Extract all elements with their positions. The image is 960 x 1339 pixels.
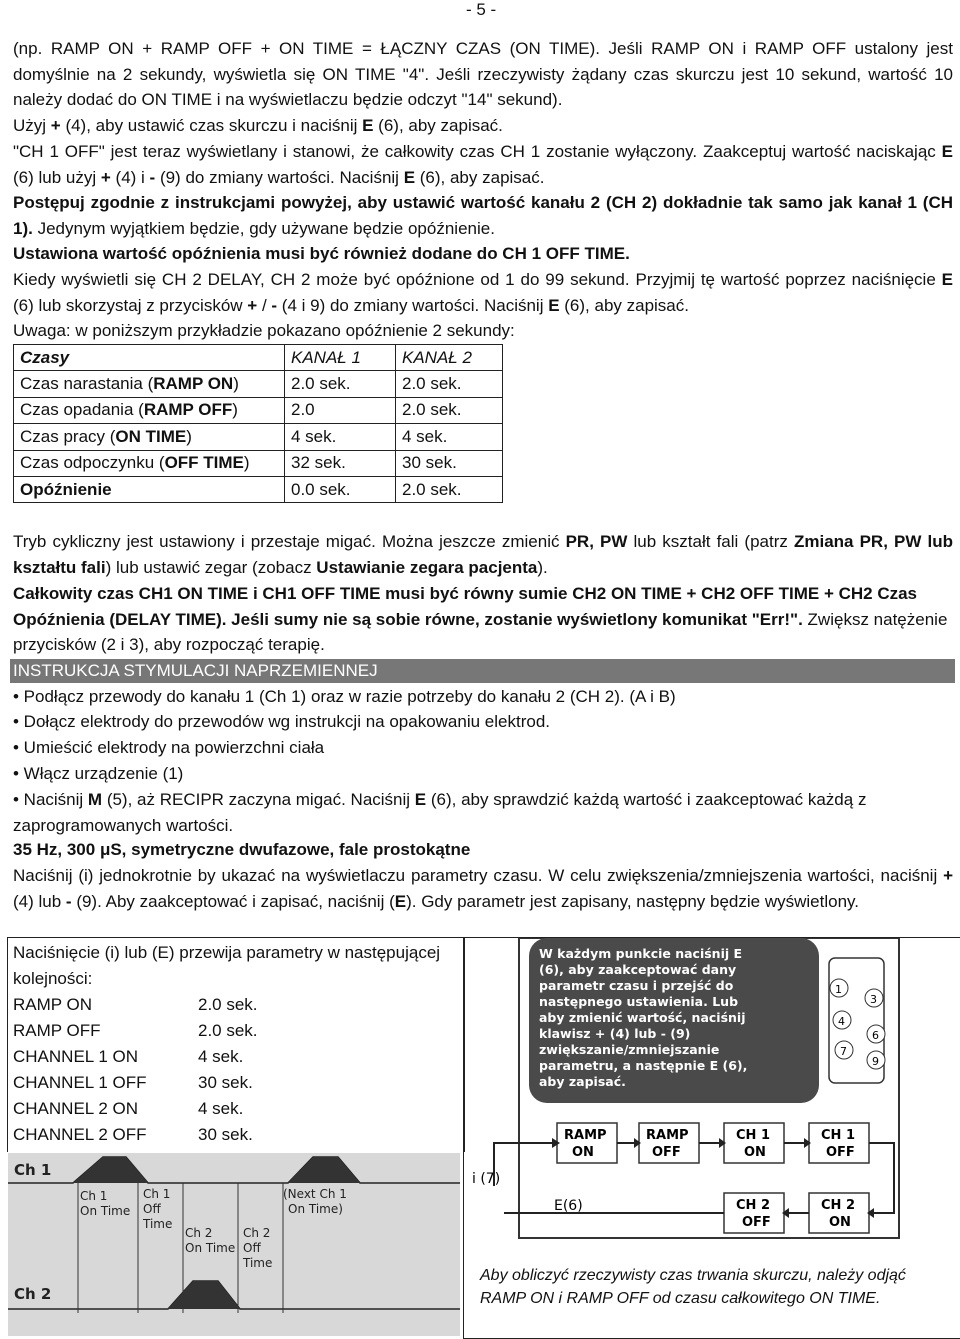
- ch2-off-time-label: Ch 2 Off Time: [243, 1226, 273, 1270]
- button-1-icon: [830, 979, 848, 997]
- paragraph-ramp-note: (np. RAMP ON + RAMP OFF + ON TIME = ŁĄCZNY CZAS (ON TIME). Jeśli RAMP ON i RAMP OFF ustalony jest domyślnie na 2 sekundy, wyświetla się ON TIME "4". Jeśli rzeczywisty żądany czas skurczu jest 10 sekund, wartość 10 należy dodać do ON TIME i na wyświetlaczu będzie odczyt "14" sekund).: [13, 39, 953, 110]
- table-row: [14, 476, 503, 502]
- e-button-label: E(6): [554, 1198, 583, 1214]
- paragraph-delay-note: Ustawiona wartość opóźnienia musi być również dodane do CH 1 OFF TIME.: [13, 244, 630, 263]
- i-button-label: i (7): [472, 1171, 501, 1187]
- table-cell: 32 sek.: [285, 450, 396, 476]
- table-row: [14, 397, 503, 423]
- paragraph-ch1-off: "CH 1 OFF" jest teraz wyświetlany i stanowi, że całkowity czas CH 1 zostanie wyłączony. Zaakceptuj wartość naciskając E (6) lub użyj + (4) i - (9) do zmiany wartości. Naciśnij E (6), aby zapisać.: [13, 142, 953, 187]
- svg-text:4: 4: [838, 1015, 845, 1028]
- table-header-row: [14, 345, 503, 371]
- paragraph-time-parameters: Naciśnij (i) jednokrotnie by ukazać na wyświetlaczu parametry czasu. W celu zwiększenia/zmniejszenia wartości, naciśnij + (4) lub - (9). Aby zaakceptować i zapisać, naciśnij (E). Gdy parametr jest zapisany, następny będzie wyświetlony.: [13, 866, 953, 911]
- button-4-icon: [833, 1011, 851, 1029]
- sequence-intro: Naciśnięcie (i) lub (E) przewija parametry w następującej kolejności:: [13, 943, 441, 988]
- ch2-on-time-label: Ch 2 On Time: [185, 1226, 236, 1255]
- table-cell: 2.0: [285, 397, 396, 423]
- sequence-item: CHANNEL 1 ON 4 sek.: [13, 1047, 244, 1066]
- list-item: • Umieścić elektrody na powierzchni ciała: [13, 738, 325, 757]
- ch2-on-label: CH 2: [821, 1198, 855, 1213]
- sequence-item: CHANNEL 2 ON 4 sek.: [13, 1099, 244, 1118]
- table-row: [14, 450, 503, 476]
- button-7-icon: [835, 1041, 853, 1059]
- ch1-on-label: CH 1: [736, 1128, 770, 1143]
- table-header-cell: KANAŁ 2: [396, 345, 503, 371]
- button-9-icon: [867, 1051, 885, 1069]
- paragraph-example-note: Uwaga: w poniższym przykładzie pokazano opóźnienie 2 sekundy:: [13, 321, 515, 340]
- device-illustration: [464, 938, 958, 1258]
- device-note: W każdym punkcie naciśnij E (6), aby zaakceptować dany parametr czasu i przejść do następnego ustawienia. Lub aby zmienić wartość, naciśnij klawisz + (4) lub - (9) zwiększanie/zmniejszanie parametru, a następnie E (6), aby zapisać.: [539, 946, 748, 1089]
- subheading: 35 Hz, 300 μS, symetryczne dwufazowe, fale prostokątne: [13, 840, 471, 859]
- page-number: - 5 -: [466, 0, 497, 19]
- sequence-item: CHANNEL 1 OFF 30 sek.: [13, 1073, 253, 1092]
- table-cell: Czas narastania (RAMP ON): [14, 371, 285, 397]
- list-item: • Włącz urządzenie (1): [13, 764, 184, 783]
- ramp-off-label: RAMP: [646, 1128, 689, 1143]
- sequence-item: RAMP OFF 2.0 sek.: [13, 1021, 258, 1040]
- table-cell: 2.0 sek.: [285, 371, 396, 397]
- svg-text:3: 3: [870, 993, 877, 1006]
- ch2-on-value: ON: [829, 1215, 851, 1230]
- svg-text:6: 6: [872, 1029, 879, 1042]
- table-row: [14, 371, 503, 397]
- table-cell: 2.0 sek.: [396, 397, 503, 423]
- ch2-label: Ch 2: [14, 1285, 52, 1303]
- list-item: • Podłącz przewody do kanału 1 (Ch 1) oraz w razie potrzeby do kanału 2 (CH 2). (A i B): [13, 687, 676, 706]
- list-item: • Dołącz elektrody do przewodów wg instrukcji na opakowaniu elektrod.: [13, 712, 551, 731]
- ch2-off-label: CH 2: [736, 1198, 770, 1213]
- table-cell: 4 sek.: [285, 424, 396, 450]
- table-cell: Czas opadania (RAMP OFF): [14, 397, 285, 423]
- button-3-icon: [865, 989, 883, 1007]
- table-row: [14, 424, 503, 450]
- paragraph-ch2-delay: Kiedy wyświetli się CH 2 DELAY, CH 2 może być opóźnione od 1 do 99 sekund. Przyjmij tę wartość poprzez naciśnięcie E (6) lub skorzystaj z przycisków + / - (4 i 9) do zmiany wartości. Naciśnij E (6), aby zapisać.: [13, 270, 953, 315]
- list-item: • Naciśnij M (5), aż RECIPR zaczyna migać. Naciśnij E (6), aby sprawdzić każdą wartość i zaakceptować każdą z zaprogramowanych wartości.: [13, 790, 867, 835]
- ch1-off-label: CH 1: [821, 1128, 855, 1143]
- ramp-on-label: RAMP: [564, 1128, 607, 1143]
- paragraph-ch2-instructions: Postępuj zgodnie z instrukcjami powyżej, aby ustawić wartość kanału 2 (CH 2) dokładnie tak samo jak kanał 1 (CH 1). Jedynym wyjątkiem będzie, gdy używane będzie opóźnienie.: [13, 193, 953, 238]
- table-header-cell: Czasy: [14, 345, 285, 371]
- table-cell: 4 sek.: [396, 424, 503, 450]
- ramp-off-value: OFF: [652, 1145, 681, 1160]
- svg-text:9: 9: [872, 1055, 879, 1068]
- table-cell: Opóźnienie: [14, 476, 285, 502]
- ch1-label: Ch 1: [14, 1161, 52, 1179]
- ch1-off-time-label: Ch 1 Off Time: [143, 1187, 173, 1231]
- button-6-icon: [867, 1025, 885, 1043]
- sequence-item: CHANNEL 2 OFF 30 sek.: [13, 1125, 253, 1144]
- table-header-cell: KANAŁ 1: [285, 345, 396, 371]
- svg-text:1: 1: [835, 983, 842, 996]
- ramp-on-value: ON: [572, 1145, 594, 1160]
- table-cell: 2.0 sek.: [396, 371, 503, 397]
- paragraph-cycle-mode: Tryb cykliczny jest ustawiony i przestaje migać. Można jeszcze zmienić PR, PW lub kształt fali (patrz Zmiana PR, PW lub kształtu fali) lub ustawić zegar (zobacz Ustawianie zegara pacjenta).: [13, 532, 953, 577]
- sequence-item: RAMP ON 2.0 sek.: [13, 995, 258, 1014]
- table-cell: Czas pracy (ON TIME): [14, 424, 285, 450]
- times-table: [13, 344, 503, 503]
- table-cell: 2.0 sek.: [396, 476, 503, 502]
- next-ch1-label: (Next Ch 1 On Time): [283, 1187, 347, 1216]
- ch1-on-time-label: Ch 1 On Time: [80, 1189, 131, 1218]
- paragraph-total-time: Całkowity czas CH1 ON TIME i CH1 OFF TIME musi być równy sumie CH2 ON TIME + CH2 OFF TIME + CH2 Czas Opóźnienia (DELAY TIME). Jeśli sumy nie są sobie równe, zostanie wyświetlony komunikat "Err!". Zwiększ natężenie przycisków (2 i 3), aby rozpocząć terapię.: [13, 584, 948, 655]
- paragraph-set-contraction: Użyj + (4), aby ustawić czas skurczu i naciśnij E (6), aby zapisać.: [13, 116, 503, 135]
- ch1-on-value: ON: [744, 1145, 766, 1160]
- table-cell: 0.0 sek.: [285, 476, 396, 502]
- figure-caption: Aby obliczyć rzeczywisty czas trwania skurczu, należy odjąć RAMP ON i RAMP OFF od czasu całkowitego ON TIME.: [480, 1267, 906, 1307]
- ch1-off-value: OFF: [826, 1145, 855, 1160]
- ch2-off-value: OFF: [742, 1215, 771, 1230]
- table-cell: Czas odpoczynku (OFF TIME): [14, 450, 285, 476]
- section-header: INSTRUKCJA STYMULACJI NAPRZEMIENNEJ: [10, 659, 955, 683]
- table-cell: 30 sek.: [396, 450, 503, 476]
- waveform-diagram: [8, 1153, 460, 1336]
- svg-text:7: 7: [840, 1045, 847, 1058]
